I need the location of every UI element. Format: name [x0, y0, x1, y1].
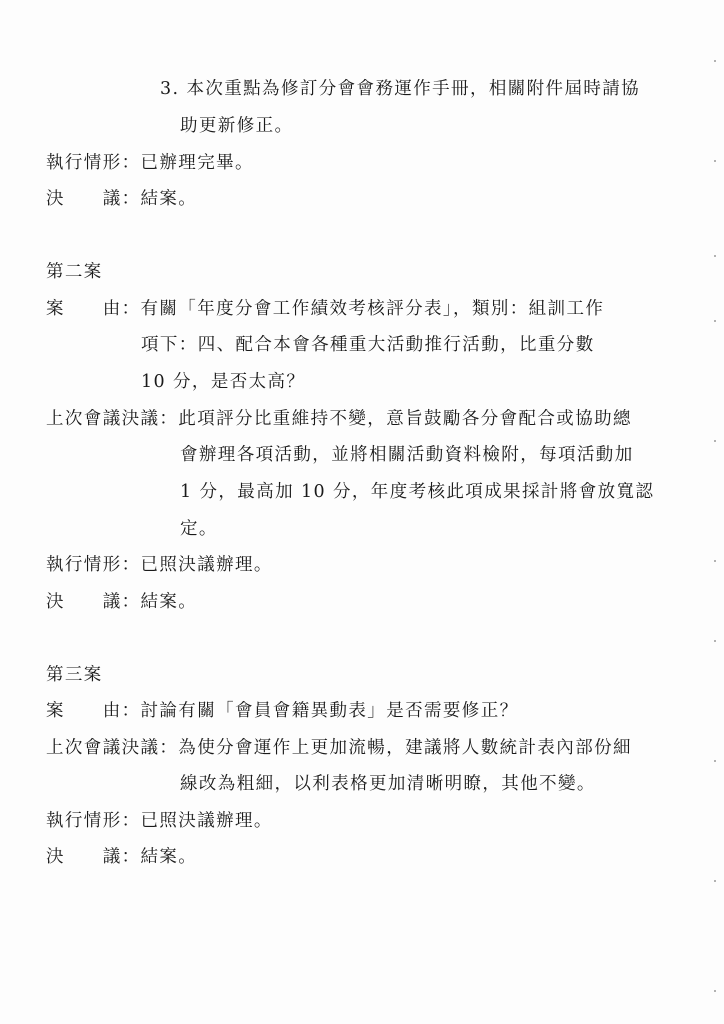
case2-resolution: 決 議：結案。 [46, 592, 198, 612]
case2-previous-resolution-line-3: 1 分，最高加 10 分，年度考核此項成果採計將會放寬認 [180, 482, 655, 502]
scan-mark [714, 320, 716, 322]
case3-resolution: 決 議：結案。 [46, 847, 198, 867]
case2-reason-line-2: 項下：四、配合本會各種重大活動推行活動，比重分數 [141, 335, 595, 355]
case3-previous-resolution-line-2: 線改為粗細，以利表格更加清晰明瞭，其他不變。 [180, 774, 596, 794]
scan-mark [714, 160, 716, 162]
scan-mark [714, 560, 716, 562]
case3-reason-line-1: 案 由：討論有關「會員會籍異動表」是否需要修正？ [46, 701, 519, 721]
case2-previous-resolution-line-4: 定。 [180, 519, 218, 539]
scan-mark [714, 990, 716, 992]
case3-heading: 第三案 [46, 665, 103, 685]
scan-mark [714, 255, 716, 257]
case2-reason-line-3: 10 分，是否太高？ [141, 372, 306, 392]
case2-previous-resolution-line-2: 會辦理各項活動，並將相關活動資料檢附，每項活動加 [180, 445, 634, 465]
item-3-line-1: 3. 本次重點為修訂分會會務運作手冊，相關附件屆時請協 [160, 79, 641, 99]
section1-status: 執行情形：已辦理完畢。 [46, 153, 254, 173]
scan-mark [714, 440, 716, 442]
item-3-line-2: 助更新修正。 [180, 116, 294, 136]
scan-mark [714, 880, 716, 882]
case3-status: 執行情形：已照決議辦理。 [46, 811, 273, 831]
section1-resolution: 決 議：結案。 [46, 189, 198, 209]
scan-mark [714, 60, 716, 62]
case2-previous-resolution-line-1: 上次會議決議：此項評分比重維持不變，意旨鼓勵各分會配合或協助總 [46, 409, 632, 429]
case3-previous-resolution-line-1: 上次會議決議：為使分會運作上更加流暢，建議將人數統計表內部份細 [46, 738, 632, 758]
case2-reason-line-1: 案 由：有關「年度分會工作績效考核評分表」，類別：組訓工作 [46, 299, 605, 319]
case2-status: 執行情形：已照決議辦理。 [46, 555, 273, 575]
scan-mark [714, 640, 716, 642]
case2-heading: 第二案 [46, 262, 103, 282]
scan-mark [714, 760, 716, 762]
